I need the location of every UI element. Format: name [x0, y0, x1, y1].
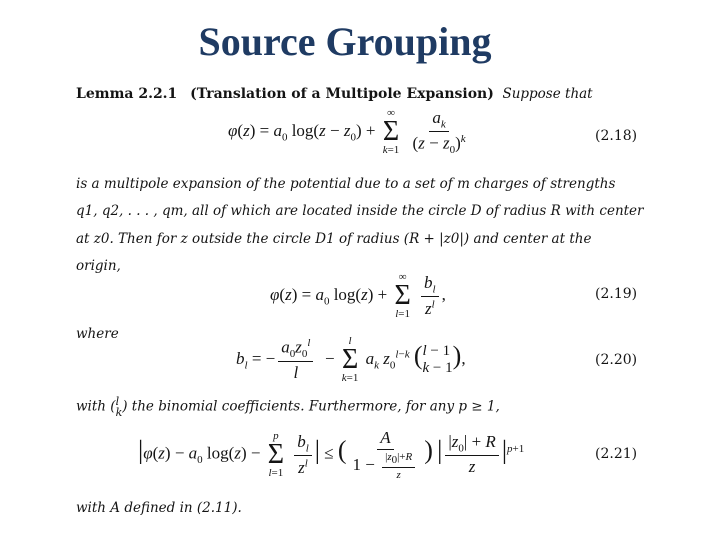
- lemma-header-line: [76, 86, 593, 102]
- equation-number-2-19: (2.19): [595, 286, 638, 302]
- paragraph-line-3: at z0. Then for z outside the circle D1 of radius (R + |z0|) and center at the: [76, 231, 592, 247]
- equation-2-21: $|\varphi(z) - a_0$ log(z) − p Σ l=1 $\frac{b_l}{z^l}$ | ≤ ( A 1 − $\frac{|z_0|+R}{z}$ ) | $\frac{|z_0| + R}{z}$ $|^{p+1}$: [138, 428, 525, 482]
- slide-title: Source Grouping: [198, 19, 492, 64]
- paragraph-line-1: is a multipole expansion of the potential due to a set of m charges of strengths: [76, 176, 616, 192]
- equation-number-2-21: (2.21): [595, 446, 638, 462]
- lemma-label: Lemma 2.2.1: [76, 86, 178, 102]
- paragraph-line-2: q1, q2, . . . , qm, all of which are located inside the circle D of radius R with center: [76, 203, 644, 219]
- binomial-line: with ( l k ) the binomial coefficients. Furthermore, for any p ≥ 1,: [76, 395, 500, 419]
- equation-number-2-18: (2.18): [595, 128, 638, 144]
- where-text: where: [76, 326, 119, 342]
- equation-2-18: $\varphi(z) = a_0$ $\log(z - z_0)$ + ∞ Σ k=1 $\frac{a_k}{(z - z_0)^k}$: [228, 107, 466, 157]
- binomial-text: the binomial coefficients. Furthermore, for any p ≥ 1,: [131, 398, 500, 415]
- with-word: with: [76, 398, 106, 415]
- paragraph-line-4: origin,: [76, 258, 121, 274]
- lemma-intro: Suppose that: [502, 86, 593, 102]
- equation-number-2-20: (2.20): [595, 352, 638, 368]
- defined-line: with A defined in (2.11).: [76, 500, 242, 516]
- equation-2-19: $\varphi(z) = a_0$ log(z) + ∞ Σ l=1 $\frac{b_l}{z^l}$ ,: [270, 271, 446, 320]
- lemma-heading: (Translation of a Multipole Expansion): [190, 86, 494, 102]
- equation-2-20: $b_l$ = − $\frac{a_0z_0^l}{l}$ − l Σ k=1 $a_k$ $z_0^{l-k}$ ( l − 1 k − 1 ),: [236, 335, 466, 384]
